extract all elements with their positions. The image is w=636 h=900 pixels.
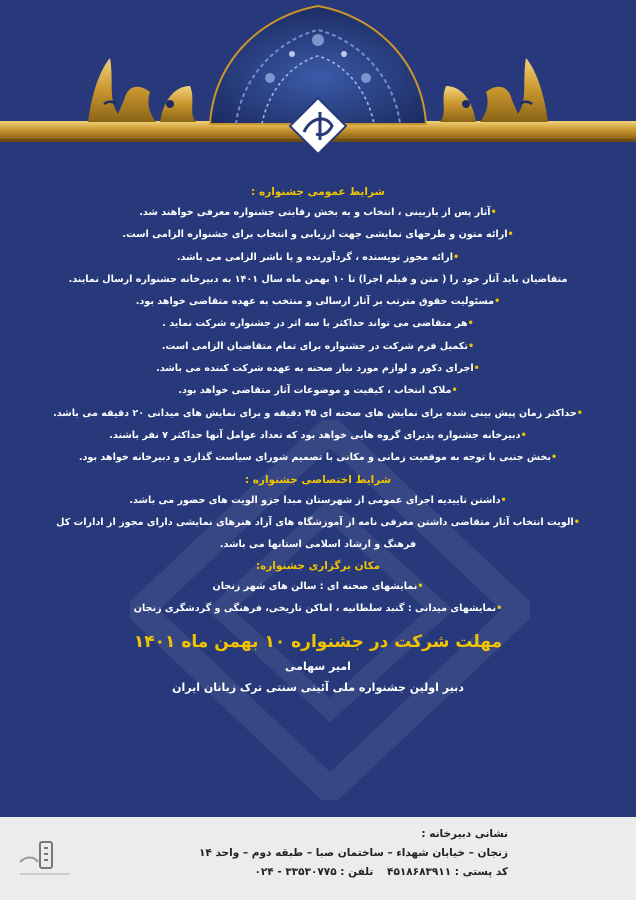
bullet-icon: • — [417, 580, 424, 592]
bullet-icon: • — [507, 229, 514, 241]
venue-heading: مکان برگزاری جشنواره: — [255, 559, 381, 572]
bullet-icon: • — [473, 363, 480, 375]
bullet-icon: • — [490, 207, 497, 218]
bullet-icon: • — [520, 429, 527, 441]
bullet-icon: • — [500, 494, 507, 506]
theater-site-logo-icon — [14, 838, 76, 884]
list-item: •نمایشهای میدانی : گنبد سلطانیه ، اماکن تاریخی، فرهنگی و گردشگری زنجان — [133, 603, 503, 615]
general-conditions-heading: شرایط عمومی جشنواره : — [251, 186, 385, 198]
address: زنجان – خیابان شهداء – ساختمان صبا – طبقه دوم – واحد ۱۴ — [199, 847, 508, 859]
list-item: •ملاک انتخاب ، کیفیت و موضوعات آثار متقاضی خواهد بود. — [178, 385, 458, 397]
list-item: •هر متقاضی می تواند حداکثر با سه اثر در جشنواره شرکت نماید . — [162, 318, 474, 330]
list-item: •ارائه مجوز نویسنده ، گردآورنده و یا ناشر الزامی می باشد. — [176, 251, 460, 263]
deadline-headline: مهلت شرکت در جشنواره ۱۰ بهمن ماه ۱۴۰۱ — [133, 632, 503, 653]
bullet-icon: • — [494, 296, 501, 308]
list-item: •نمایشهای صحنه ای : سالن های شهر زنجان — [212, 580, 424, 592]
list-item: •بخش جنبی با توجه به موقعیت زمانی و مکانی با تصمیم شورای سیاست گذاری و دبیرخانه خواهد بود. — [78, 452, 558, 464]
postal-phone-line — [199, 863, 508, 882]
postal-code-label: کد پستی : — [454, 866, 508, 878]
bullet-icon: • — [453, 251, 460, 263]
list-item: •مسئولیت حقوق مترتب بر آثار ارسالی و منتخب به عهده متقاضی خواهد بود. — [135, 296, 501, 308]
list-item: •آثار پس از بازبینی ، انتخاب و به بخش رقابتی جشنواره معرفی خواهند شد. — [139, 207, 497, 218]
footer-contact — [199, 825, 508, 882]
phone-label: تلفن : — [340, 866, 374, 878]
signatory-title: دبیر اولین جشنواره ملی آئینی سنتی ترک زبانان ایران — [172, 681, 464, 695]
special-conditions-heading: شرایط اختصاصی جشنواره : — [244, 473, 392, 486]
bullet-icon: • — [551, 452, 558, 464]
list-item: •دبیرخانه جشنواره پذیرای گروه هایی خواهد بود که تعداد عوامل آنها حداکثر ۷ نفر باشند. — [109, 429, 527, 441]
signatory-name: امیر سهامی — [285, 660, 351, 674]
left-gold-ornament-icon — [88, 58, 196, 122]
venue-list — [40, 576, 596, 621]
list-item: متقاضیان باید آثار خود را ( متن و فیلم اجرا) تا ۱۰ بهمن ماه سال ۱۴۰۱ به دبیرخانه جشنواره ارسال نمایند. — [68, 273, 568, 285]
list-item: •الویت انتخاب آثار متقاضی داشتن معرفی نامه از آموزشگاه های آزاد هنرهای نمایشی دارای مجوز از ادارات کل فرهنگ و ارشاد اسلامی استانها می باشد. — [56, 516, 580, 550]
general-conditions-list — [40, 202, 596, 470]
list-item: •داشتن تاییدیه اجرای عمومی از شهرستان مبدا جزو الویت های حضور می باشد. — [129, 494, 507, 506]
bullet-icon: • — [573, 516, 580, 528]
list-item: •اجرای دکور و لوازم مورد نیاز صحنه به عهده شرکت کننده می باشد. — [156, 363, 480, 375]
footer — [0, 817, 636, 900]
phone-number: ۳۳۵۳۰۷۷۵ - ۰۲۴ — [254, 866, 337, 878]
list-item: •تکمیل فرم شرکت در جشنواره برای تمام متقاضیان الزامی است. — [161, 340, 475, 352]
right-gold-ornament-icon — [440, 58, 548, 122]
list-item: •حداکثر زمان پیش بینی شده برای نمایش های صحنه ای ۴۵ دقیقه و برای نمایش های میدانی ۲۰ دقیقه می باشد. — [53, 407, 583, 419]
bullet-icon: • — [467, 340, 475, 352]
list-item: •ارائه متون و طرحهای نمایشی جهت ارزیابی و انتخاب برای جشنواره الزامی است. — [122, 229, 514, 241]
postal-code: ۴۵۱۸۶۸۳۹۱۱ — [387, 866, 452, 878]
bullet-icon: • — [451, 385, 458, 397]
special-conditions-list — [40, 490, 596, 556]
bullet-icon: • — [467, 318, 474, 330]
address-label: نشانی دبیرخانه : — [421, 828, 508, 840]
header-ornament — [0, 0, 636, 170]
content-area — [40, 182, 596, 698]
bullet-icon: • — [576, 407, 583, 419]
bullet-icon: • — [496, 603, 503, 615]
